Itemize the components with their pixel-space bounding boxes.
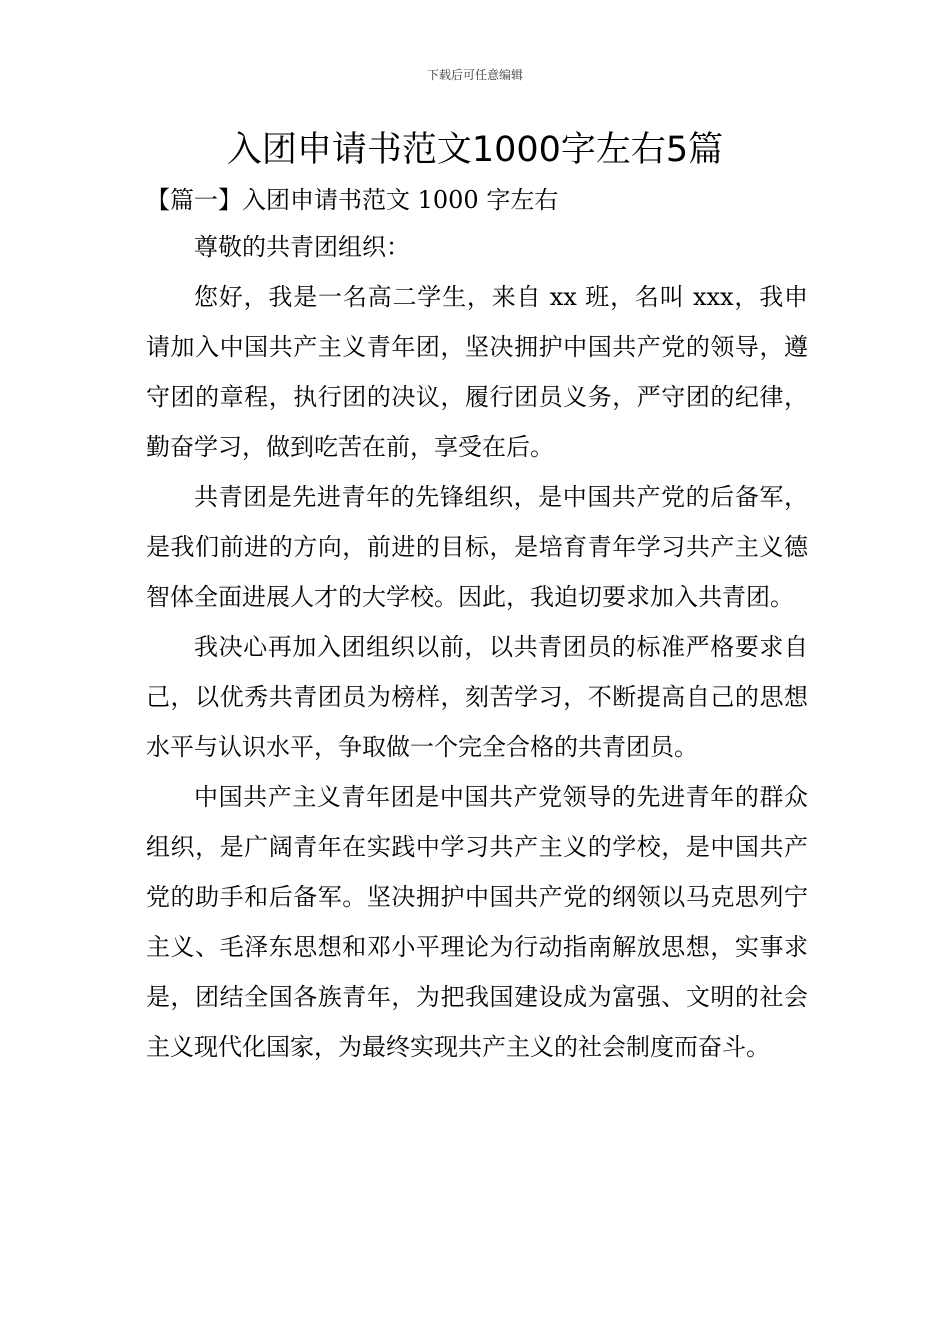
paragraph: 共青团是先进青年的先锋组织，是中国共产党的后备军，是我们前进的方向，前进的目标，是培育青年学习共产主义德智体全面进展人才的大学校。因此，我迫切要求加入共青团。 — [146, 483, 808, 611]
section-heading: 【篇一】入团申请书范文 1000 字左右 — [146, 186, 559, 214]
paragraph: 中国共产主义青年团是中国共产党领导的先进青年的群众组织，是广阔青年在实践中学习共产主义的学校，是中国共产党的助手和后备军。坚决拥护中国共产党的纲领以马克思列宁主义、毛泽东思想和邓小平理论为行动指南解放思想，实事求是，团结全国各族青年，为把我国建设成为富强、文明的社会主义现代化国家，为最终实现共产主义的社会制度而奋斗。 — [146, 783, 808, 1061]
salutation: 尊敬的共青团组织： — [194, 233, 410, 261]
document-body — [146, 222, 808, 1072]
paragraph: 我决心再加入团组织以前，以共青团员的标准严格要求自己，以优秀共青团员为榜样，刻苦学习，不断提高自己的思想水平与认识水平，争取做一个完全合格的共青团员。 — [146, 633, 808, 761]
page-header-note: 下载后可任意编辑 — [426, 68, 523, 82]
document-title: 入团申请书范文1000字左右5篇 — [226, 130, 724, 170]
paragraph: 您好，我是一名高二学生，来自 xx 班，名叫 xxx，我申请加入中国共产主义青年团，坚决拥护中国共产党的领导，遵守团的章程，执行团的决议，履行团员义务，严守团的纪律，勤奋学习，做到吃苦在前，享受在后。 — [146, 283, 808, 461]
